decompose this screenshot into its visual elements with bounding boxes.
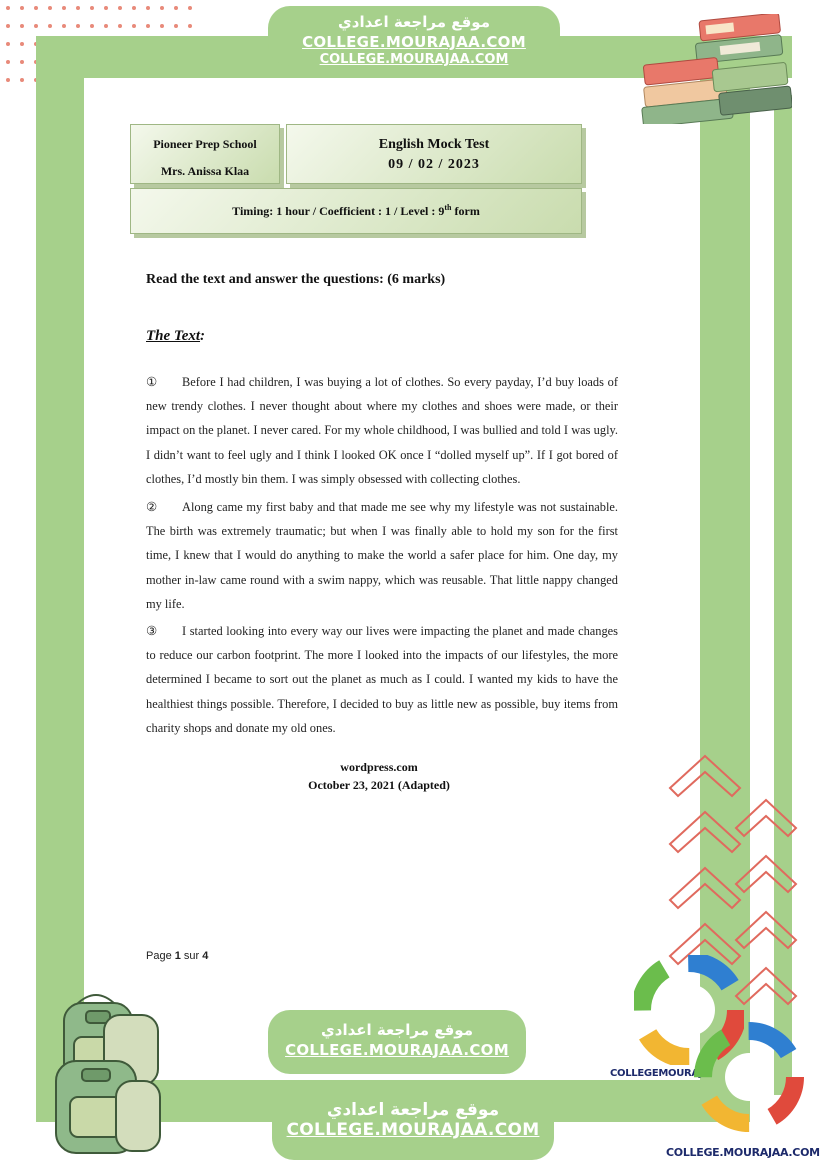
dot [104, 6, 108, 10]
dot [118, 24, 122, 28]
dot [20, 60, 24, 64]
dot [174, 6, 178, 10]
dot [34, 24, 38, 28]
test-info-sup: th [444, 203, 452, 212]
dot [146, 24, 150, 28]
paragraph-3 [146, 619, 618, 740]
backpack-icon [46, 985, 166, 1160]
dot [20, 42, 24, 46]
dot [20, 6, 24, 10]
dot [146, 6, 150, 10]
test-title: English Mock Test [378, 137, 490, 152]
dot [76, 24, 80, 28]
watermark-arabic: موقع مراجعة اعدادي [338, 13, 490, 31]
test-cell [286, 124, 582, 184]
dot [160, 24, 164, 28]
dot [188, 6, 192, 10]
books-icon [632, 14, 792, 124]
source-date: October 23, 2021 (Adapted) [308, 778, 450, 792]
paragraph-text: Along came my first baby and that made me see why my lifestyle was not sustainable. The birth was extremely traumatic; but when I was finally able to hold my son for the first time, I knew that I would do anything to make the world a safer place for him. One day, my mother in-law came round with a swim nappy, which was reusable. That little nappy changed my life. [146, 500, 618, 611]
dot [90, 24, 94, 28]
text-heading-colon: : [200, 328, 206, 344]
watermark-arabic: موقع مراجعة اعدادي [326, 1100, 500, 1120]
watermark-site-link[interactable]: COLLEGE.MOURAJAA.COM [286, 1120, 540, 1140]
paragraph-number: ③ [146, 624, 158, 638]
watermark-site-link[interactable]: COLLEGE.MOURAJAA.COM [302, 33, 526, 51]
paragraph-number: ① [146, 375, 158, 389]
test-info-text: Timing: 1 hour / Coefficient : 1 / Level : 9 [232, 204, 445, 218]
badge-label: COLLEGE.MOURAJAA.COM [666, 1146, 820, 1159]
dot [90, 6, 94, 10]
dot [118, 6, 122, 10]
source-site: wordpress.com [340, 760, 418, 774]
test-info-suffix: form [451, 204, 480, 218]
dot [34, 6, 38, 10]
dot [132, 6, 136, 10]
paragraph-1 [146, 370, 618, 491]
watermark-site-ghost: COLLEGE.MOURAJAA.COM [319, 52, 509, 67]
watermark-banner-middle [268, 1010, 526, 1074]
instructions: Read the text and answer the questions: (6 marks) [146, 272, 446, 287]
dot [6, 60, 10, 64]
dot [48, 24, 52, 28]
watermark-banner-bottom [272, 1088, 554, 1160]
dot [174, 24, 178, 28]
dot [20, 78, 24, 82]
dot [104, 24, 108, 28]
dot [48, 6, 52, 10]
school-cell [130, 124, 280, 184]
dot [6, 6, 10, 10]
dot [62, 24, 66, 28]
paragraph-text: Before I had children, I was buying a lot of clothes. So every payday, I’d buy loads of new trendy clothes. I never thought about where my clothes and shoes were made, or their impact on the planet. I never cared. For my whole childhood, I was bullied and told I was ugly. I didn’t want to feel ugly and I think I looked OK once I “dolled myself up”. If I got bored of clothes, I’d mostly bin them. I was simply obsessed with collecting clothes. [146, 375, 618, 486]
watermark-banner-top [268, 6, 560, 66]
test-date: 09 / 02 / 2023 [388, 157, 480, 172]
badge-label-short: COLLEGEMOURAJ [610, 1068, 703, 1079]
paragraph-2 [146, 495, 618, 616]
school-name: Pioneer Prep School [153, 137, 257, 151]
info-cell [130, 188, 582, 234]
dot [6, 42, 10, 46]
dot [6, 78, 10, 82]
dot [20, 24, 24, 28]
dot [188, 24, 192, 28]
frame-left [36, 36, 84, 1122]
test-info [131, 203, 581, 219]
college-badge-icon-large [694, 1022, 804, 1132]
dot [160, 6, 164, 10]
page-prefix: Page [146, 950, 175, 962]
page-current: 1 [174, 950, 181, 962]
text-heading-label: The Text [146, 328, 201, 344]
dot [62, 6, 66, 10]
page-total: 4 [202, 950, 209, 962]
page-number [146, 950, 208, 962]
text-heading [146, 328, 205, 345]
dot [132, 24, 136, 28]
dot [6, 24, 10, 28]
dot [76, 6, 80, 10]
paragraph-text: I started looking into every way our lives were impacting the planet and made changes to reduce our carbon footprint. The more I looked into the impacts of our lifestyles, the more determined I became to sort out the planet as much as I could. I wanted my kids to have the healthiest things possible. Therefore, I decided to buy as little new as possible, buy items from charity shops and donate my old ones. [146, 624, 618, 735]
watermark-site-link[interactable]: COLLEGE.MOURAJAA.COM [285, 1041, 509, 1059]
page-middle: sur [180, 950, 203, 962]
teacher-name: Mrs. Anissa Klaa [160, 164, 250, 178]
watermark-arabic: موقع مراجعة اعدادي [321, 1021, 473, 1039]
paragraph-number: ② [146, 500, 158, 514]
exam-header [130, 124, 588, 238]
books-decoration [632, 14, 792, 124]
